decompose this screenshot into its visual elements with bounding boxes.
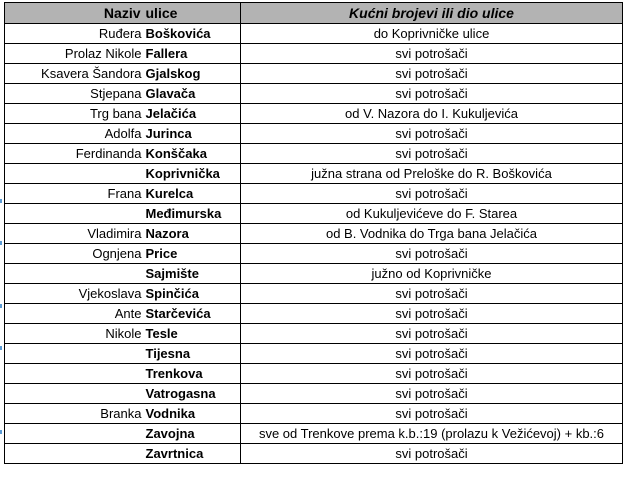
table-row: [5, 24, 623, 44]
header-cell-street-name-first[interactable]: Naziv: [5, 3, 144, 24]
cell-street-last-name[interactable]: Zavojna: [144, 424, 241, 444]
table-row: [5, 164, 623, 184]
cell-house-numbers[interactable]: od V. Nazora do I. Kukuljevića: [241, 104, 623, 124]
cell-house-numbers[interactable]: južna strana od Preloške do R. Boškovića: [241, 164, 623, 184]
cell-street-last-name[interactable]: Nazora: [144, 224, 241, 244]
cell-street-last-name[interactable]: Spinčića: [144, 284, 241, 304]
cell-street-last-name[interactable]: Starčevića: [144, 304, 241, 324]
table-row: [5, 44, 623, 64]
cell-house-numbers[interactable]: svi potrošači: [241, 444, 623, 464]
cell-house-numbers[interactable]: od Kukuljevićeve do F. Starea: [241, 204, 623, 224]
cell-street-first-name[interactable]: [5, 264, 144, 284]
cell-street-first-name[interactable]: Branka: [5, 404, 144, 424]
cell-house-numbers[interactable]: svi potrošači: [241, 404, 623, 424]
cell-house-numbers[interactable]: svi potrošači: [241, 244, 623, 264]
row-edge-marker: [0, 430, 2, 434]
table-row: [5, 184, 623, 204]
cell-house-numbers[interactable]: svi potrošači: [241, 384, 623, 404]
cell-street-first-name[interactable]: Vjekoslava: [5, 284, 144, 304]
table-row: [5, 284, 623, 304]
table-row: [5, 224, 623, 244]
cell-street-first-name[interactable]: [5, 444, 144, 464]
cell-street-first-name[interactable]: [5, 424, 144, 444]
cell-street-last-name[interactable]: Zavrtnica: [144, 444, 241, 464]
cell-house-numbers[interactable]: sve od Trenkove prema k.b.:19 (prolazu k Vežićevoj) + kb.:6: [241, 424, 623, 444]
cell-street-first-name[interactable]: [5, 384, 144, 404]
row-edge-marker: [0, 241, 2, 245]
cell-street-first-name[interactable]: [5, 364, 144, 384]
cell-street-last-name[interactable]: Tesle: [144, 324, 241, 344]
cell-street-last-name[interactable]: Vatrogasna: [144, 384, 241, 404]
table-row: [5, 264, 623, 284]
cell-house-numbers[interactable]: do Koprivničke ulice: [241, 24, 623, 44]
cell-house-numbers[interactable]: svi potrošači: [241, 284, 623, 304]
cell-street-last-name[interactable]: Koprivnička: [144, 164, 241, 184]
header-cell-street-name-last[interactable]: ulice: [144, 3, 241, 24]
cell-street-last-name[interactable]: Fallera: [144, 44, 241, 64]
cell-street-first-name[interactable]: Stjepana: [5, 84, 144, 104]
cell-house-numbers[interactable]: svi potrošači: [241, 144, 623, 164]
cell-house-numbers[interactable]: svi potrošači: [241, 84, 623, 104]
cell-house-numbers[interactable]: svi potrošači: [241, 344, 623, 364]
cell-street-first-name[interactable]: [5, 204, 144, 224]
cell-street-last-name[interactable]: Glavača: [144, 84, 241, 104]
cell-house-numbers[interactable]: svi potrošači: [241, 304, 623, 324]
table-row: [5, 84, 623, 104]
cell-street-last-name[interactable]: Međimurska: [144, 204, 241, 224]
cell-street-last-name[interactable]: Price: [144, 244, 241, 264]
cell-street-first-name[interactable]: Trg bana: [5, 104, 144, 124]
cell-street-first-name[interactable]: [5, 344, 144, 364]
cell-house-numbers[interactable]: svi potrošači: [241, 364, 623, 384]
cell-street-first-name[interactable]: Ruđera: [5, 24, 144, 44]
table-row: [5, 144, 623, 164]
header-cell-house-numbers[interactable]: Kućni brojevi ili dio ulice: [241, 3, 623, 24]
table-row: [5, 444, 623, 464]
header-row: [5, 3, 623, 24]
table-row: [5, 364, 623, 384]
cell-street-last-name[interactable]: Konščaka: [144, 144, 241, 164]
table-row: [5, 124, 623, 144]
cell-house-numbers[interactable]: svi potrošači: [241, 64, 623, 84]
cell-street-last-name[interactable]: Kurelca: [144, 184, 241, 204]
table-row: [5, 244, 623, 264]
table-row: [5, 404, 623, 424]
cell-house-numbers[interactable]: svi potrošači: [241, 44, 623, 64]
row-edge-marker: [0, 304, 2, 308]
cell-street-first-name[interactable]: Ferdinanda: [5, 144, 144, 164]
table-row: [5, 204, 623, 224]
row-edge-marker: [0, 346, 2, 350]
cell-street-last-name[interactable]: Gjalskog: [144, 64, 241, 84]
cell-street-last-name[interactable]: Vodnika: [144, 404, 241, 424]
cell-street-first-name[interactable]: Nikole: [5, 324, 144, 344]
cell-street-first-name[interactable]: Prolaz Nikole: [5, 44, 144, 64]
cell-street-last-name[interactable]: Jurinca: [144, 124, 241, 144]
table-row: [5, 304, 623, 324]
cell-street-first-name[interactable]: [5, 164, 144, 184]
cell-street-last-name[interactable]: Boškovića: [144, 24, 241, 44]
street-table: [4, 2, 623, 464]
table-row: [5, 324, 623, 344]
row-edge-marker: [0, 199, 2, 203]
cell-house-numbers[interactable]: svi potrošači: [241, 184, 623, 204]
cell-street-last-name[interactable]: Trenkova: [144, 364, 241, 384]
street-table-body: [5, 3, 623, 464]
table-row: [5, 64, 623, 84]
table-row: [5, 384, 623, 404]
cell-street-last-name[interactable]: Sajmište: [144, 264, 241, 284]
cell-street-first-name[interactable]: Vladimira: [5, 224, 144, 244]
cell-street-first-name[interactable]: Adolfa: [5, 124, 144, 144]
cell-street-first-name[interactable]: Ksavera Šandora: [5, 64, 144, 84]
cell-house-numbers[interactable]: od B. Vodnika do Trga bana Jelačića: [241, 224, 623, 244]
cell-street-first-name[interactable]: Ognjena: [5, 244, 144, 264]
cell-street-last-name[interactable]: Jelačića: [144, 104, 241, 124]
cell-street-last-name[interactable]: Tijesna: [144, 344, 241, 364]
cell-street-first-name[interactable]: Frana: [5, 184, 144, 204]
table-row: [5, 344, 623, 364]
cell-house-numbers[interactable]: južno od Koprivničke: [241, 264, 623, 284]
table-row: [5, 104, 623, 124]
cell-house-numbers[interactable]: svi potrošači: [241, 324, 623, 344]
table-row: [5, 424, 623, 444]
cell-street-first-name[interactable]: Ante: [5, 304, 144, 324]
cell-house-numbers[interactable]: svi potrošači: [241, 124, 623, 144]
